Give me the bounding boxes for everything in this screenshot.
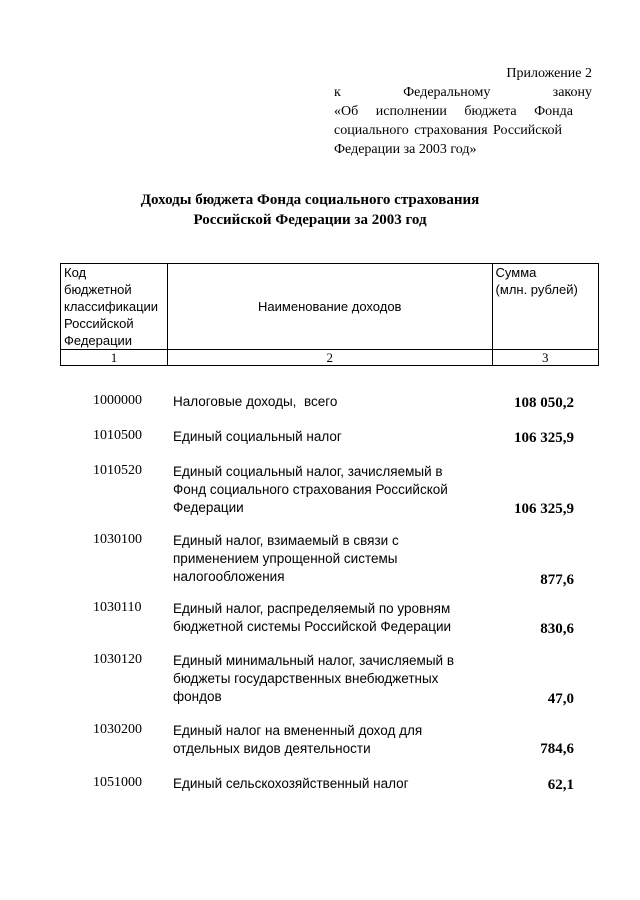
row-name: Единый социальный налог, зачисляемый в Фонд социального страхования Российской Федерации	[173, 464, 448, 515]
code-column-header: Код бюджетной классификации Российской Федерации	[61, 264, 168, 350]
row-amount: 108 050,2	[514, 395, 574, 411]
row-amount: 62,1	[547, 777, 574, 793]
document-title: Доходы бюджета Фонда социального страхования Российской Федерации за 2003 год	[140, 192, 480, 228]
name-column-header: Наименование доходов	[167, 264, 492, 350]
appendix-line-3: «Об исполнении бюджета Фонда	[334, 104, 574, 119]
appendix-line-4: социального страхования Российской	[334, 123, 563, 138]
appendix-block	[334, 64, 592, 159]
col-number-1: 1	[61, 350, 168, 366]
row-name: Единый налог на вмененный доход для отдельных видов деятельности	[173, 723, 423, 756]
appendix-line-5: Федерации за 2003 год»	[334, 142, 477, 157]
row-code: 1030120	[93, 652, 142, 667]
row-code: 1000000	[93, 393, 142, 408]
sum-column-header: Сумма (млн. рублей)	[492, 264, 598, 350]
row-amount: 877,6	[540, 572, 574, 588]
row-name: Единый налог, распределяемый по уровням бюджетной системы Российской Федерации	[173, 601, 452, 634]
row-name: Единый налог, взимаемый в связи с применением упрощенной системы налогообложения	[173, 533, 399, 584]
row-name: Единый минимальный налог, зачисляемый в бюджеты государственных внебюджетных фондов	[173, 653, 454, 704]
income-table-header	[60, 263, 599, 366]
col-number-3: 3	[492, 350, 598, 366]
row-code: 1030110	[93, 600, 142, 615]
row-amount: 830,6	[540, 621, 574, 637]
row-code: 1010520	[93, 463, 142, 478]
row-name: Налоговые доходы, всего	[173, 394, 338, 409]
row-name: Единый сельскохозяйственный налог	[173, 776, 409, 791]
col-number-2: 2	[167, 350, 492, 366]
row-amount: 784,6	[540, 741, 574, 757]
row-code: 1030200	[93, 722, 142, 737]
row-code: 1030100	[93, 532, 142, 547]
appendix-number: Приложение 2	[506, 66, 592, 81]
row-amount: 106 325,9	[514, 501, 574, 517]
row-code: 1051000	[93, 775, 142, 790]
row-code: 1010500	[93, 428, 142, 443]
row-name: Единый социальный налог	[173, 429, 342, 444]
row-amount: 106 325,9	[514, 430, 574, 446]
row-amount: 47,0	[547, 691, 574, 707]
appendix-line-2: к Федеральному закону	[334, 85, 592, 100]
